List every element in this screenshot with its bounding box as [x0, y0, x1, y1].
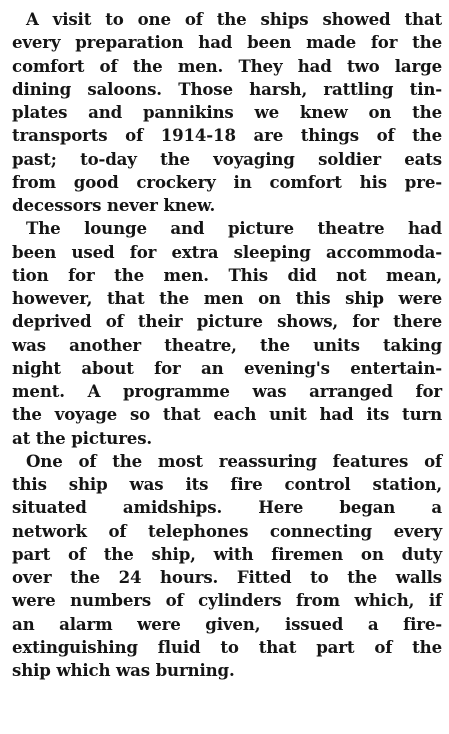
- text-line: ment. A programme was arranged for: [12, 381, 442, 401]
- text-line: however, that the men on this ship were: [12, 288, 442, 308]
- text-line: the voyage so that each unit had its turn: [12, 404, 442, 425]
- text-line: decessors never knew.: [12, 195, 216, 215]
- text-line: comfort of the men. They had two large: [12, 55, 442, 76]
- text-line: part of the ship, with firemen on duty: [12, 543, 442, 564]
- text-line: transports of 1914-18 are things of the: [12, 125, 442, 146]
- paragraph-2: [12, 217, 442, 450]
- text-line: deprived of their picture shows, for there: [12, 311, 442, 332]
- text-line: One of the most reassuring features of: [26, 450, 442, 471]
- text-line: plates and pannikins we knew on the: [12, 102, 442, 122]
- text-line: were numbers of cylinders from which, if: [12, 590, 442, 611]
- text-line: The lounge and picture theatre had: [26, 218, 442, 239]
- text-line: past; to-day the voyaging soldier eats: [12, 148, 442, 169]
- text-line: every preparation had been made for the: [12, 32, 442, 53]
- paragraph-3: [12, 450, 442, 683]
- text-line: dining saloons. Those harsh, rattling tin-: [12, 78, 442, 99]
- text-line: been used for extra sleeping accommoda-: [12, 241, 442, 262]
- text-line: from good crockery in comfort his pre-: [12, 171, 442, 192]
- text-line: this ship was its fire control station,: [12, 474, 442, 494]
- text-line: at the pictures.: [12, 427, 153, 448]
- text-line: night about for an evening's entertain-: [12, 357, 442, 378]
- text-line: was another theatre, the units taking: [12, 334, 442, 355]
- text-line: an alarm were given, issued a fire-: [12, 613, 442, 634]
- text-line: situated amidships. Here began a: [12, 497, 442, 518]
- article-text: [12, 8, 442, 682]
- text-line: tion for the men. This did not mean,: [12, 264, 442, 285]
- text-line: network of telephones connecting every: [12, 520, 442, 541]
- paragraph-1: [12, 8, 442, 217]
- text-line: ship which was burning.: [12, 660, 235, 680]
- text-line: over the 24 hours. Fitted to the walls: [12, 567, 442, 587]
- text-line: A visit to one of the ships showed that: [26, 9, 442, 29]
- text-line: extinguishing fluid to that part of the: [12, 636, 442, 657]
